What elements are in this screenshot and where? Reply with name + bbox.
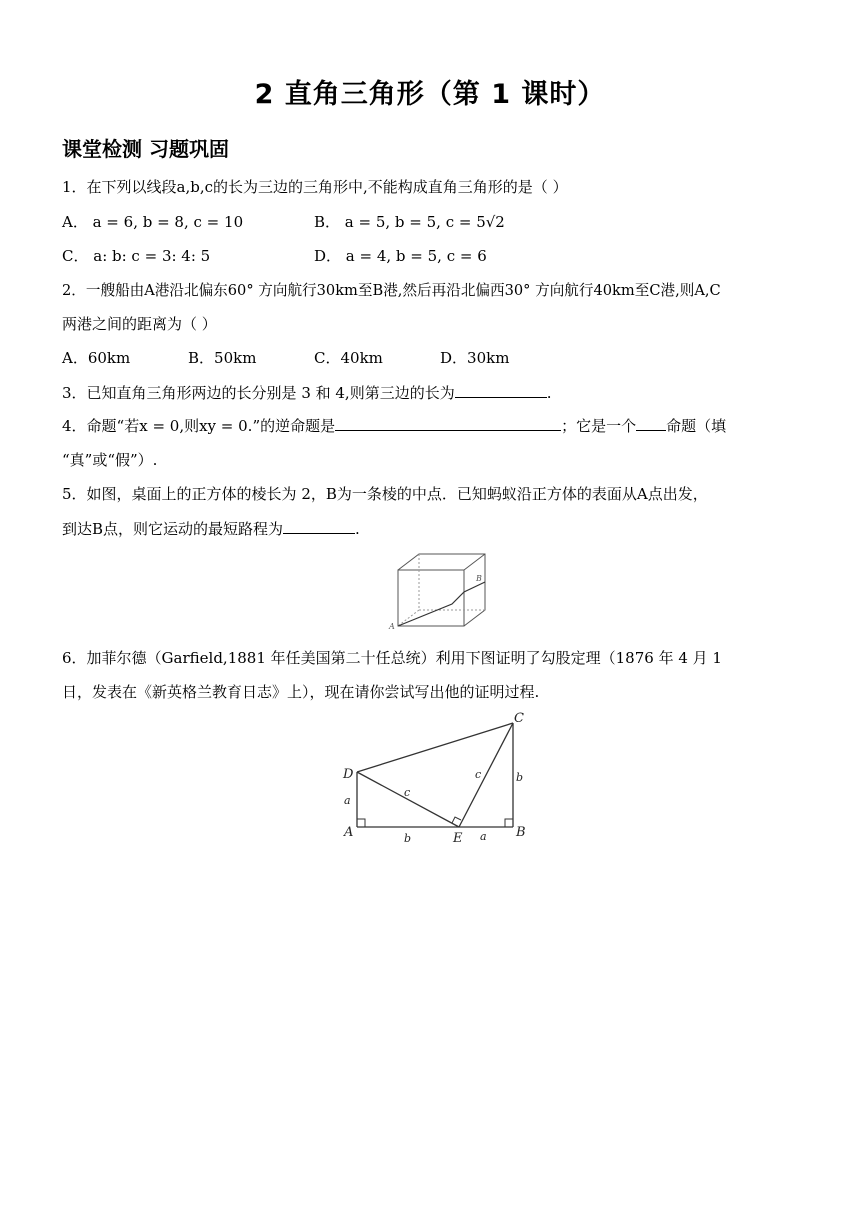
question-5-line-1: 5．如图，桌面上的正方体的棱长为 2，B为一条棱的中点．已知蚂蚁沿正方体的表面从A点出发， bbox=[62, 485, 708, 503]
question-4-line-1 bbox=[62, 415, 726, 436]
segment-ec bbox=[459, 723, 513, 827]
question-6-line-1: 6．加菲尔德（Garfield,1881 年任美国第二十任总统）利用下图证明了勾股定理（1876 年 4 月 1 bbox=[62, 649, 722, 667]
label-d: D bbox=[343, 767, 354, 782]
garfield-figure bbox=[330, 706, 540, 852]
segment-de bbox=[357, 772, 459, 827]
question-2-option-a: A．60km bbox=[62, 349, 131, 367]
cube-hidden-edge bbox=[398, 610, 419, 626]
question-1-option-d: D． a = 4, b = 5, c = 6 bbox=[314, 247, 487, 265]
question-1-option-c: C． a: b: c = 3: 4: 5 bbox=[62, 247, 211, 265]
question-4-text-b: ；它是一个 bbox=[561, 417, 637, 435]
side-label-c-ec: c bbox=[475, 768, 482, 781]
question-2-option-d: D．30km bbox=[440, 349, 510, 367]
question-3 bbox=[62, 382, 552, 403]
right-angle-a bbox=[357, 819, 365, 827]
question-1-stem: 1．在下列以线段a,b,c的长为三边的三角形中,不能构成直角三角形的是（ ） bbox=[62, 178, 568, 196]
right-angle-e bbox=[452, 817, 461, 823]
answer-blank[interactable] bbox=[335, 415, 561, 431]
question-6-line-2: 日，发表在《新英格兰教育日志》上），现在请你尝试写出他的证明过程. bbox=[62, 683, 540, 701]
question-3-end: . bbox=[546, 384, 552, 402]
right-angle-b bbox=[505, 819, 513, 827]
cube-label-a: A bbox=[389, 622, 395, 630]
label-c: C bbox=[514, 711, 524, 726]
section-heading: 课堂检测 习题巩固 bbox=[62, 137, 229, 161]
question-2-option-c: C．40km bbox=[314, 349, 383, 367]
side-label-a-bottom: a bbox=[480, 830, 487, 843]
side-label-b-bottom: b bbox=[404, 832, 412, 845]
answer-blank[interactable] bbox=[636, 415, 666, 431]
segment-dc bbox=[357, 723, 513, 772]
question-4-text-c: 命题（填 bbox=[666, 417, 727, 435]
question-5-end: . bbox=[355, 520, 360, 538]
question-2-line-2: 两港之间的距离为（ ） bbox=[62, 315, 217, 333]
answer-blank[interactable] bbox=[283, 518, 355, 534]
question-1-option-a: A． a = 6, b = 8, c = 10 bbox=[62, 213, 244, 231]
question-4-text-a: 4．命题“若x = 0,则xy = 0.”的逆命题是 bbox=[62, 417, 336, 435]
cube-edge bbox=[464, 554, 485, 570]
side-label-b-right: b bbox=[516, 771, 524, 784]
question-2-line-1: 2．一艘船由A港沿北偏东60° 方向航行30km至B港,然后再沿北偏西30° 方向航行40km至C港,则A,C bbox=[62, 282, 721, 299]
question-2-option-b: B．50km bbox=[188, 349, 257, 367]
question-4-line-2: “真”或“假”）. bbox=[62, 451, 158, 469]
label-a: A bbox=[344, 825, 354, 840]
label-b: B bbox=[516, 825, 526, 840]
side-label-c-de: c bbox=[404, 786, 411, 799]
question-1-option-b: B． a = 5, b = 5, c = 5√2 bbox=[314, 213, 505, 231]
side-label-a-left: a bbox=[344, 794, 351, 807]
question-5-line-2 bbox=[62, 518, 360, 539]
cube-figure bbox=[386, 548, 490, 630]
answer-blank[interactable] bbox=[455, 382, 547, 398]
cube-label-b: B bbox=[476, 574, 482, 583]
cube-front-face bbox=[398, 570, 464, 626]
question-3-text: 3．已知直角三角形两边的长分别是 3 和 4,则第三边的长为 bbox=[62, 384, 455, 402]
question-5-text: 到达B点，则它运动的最短路程为 bbox=[62, 520, 284, 538]
label-e: E bbox=[453, 831, 463, 846]
cube-back-edges bbox=[398, 554, 485, 626]
page-title: 2 直角三角形（第 1 课时） bbox=[254, 79, 606, 110]
